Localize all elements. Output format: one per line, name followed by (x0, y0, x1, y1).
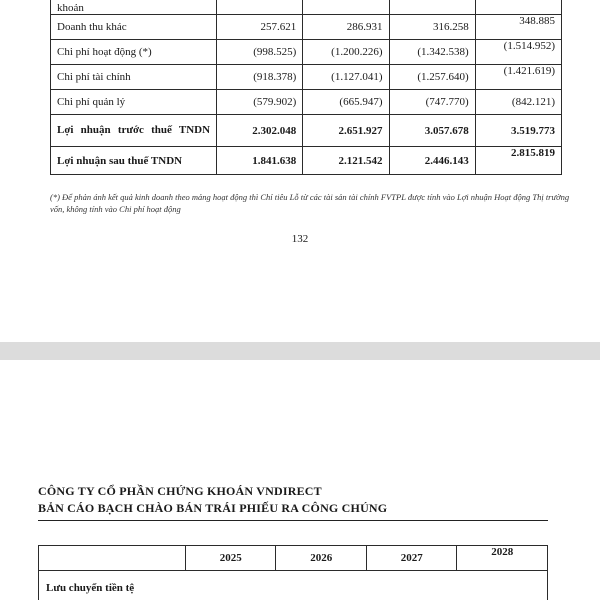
page-133 (0, 360, 600, 600)
cell-value: 3.057.678 (389, 115, 475, 147)
footnote: (*) Để phản ánh kết quả kinh doanh theo mảng hoạt động thì Chỉ tiêu Lỗ từ các tài sản tài chính FVTPL được tính vào Lợi nhuận Hoạt động Thị trường vốn, không tính vào Chi phí hoạt động (50, 192, 570, 214)
table-row (51, 147, 562, 175)
cell-value: (1.514.952) (475, 40, 561, 65)
cell-value: 348.885 (475, 15, 561, 40)
row-label: Chi phí hoạt động (*) (51, 40, 217, 65)
page-separator (0, 342, 600, 360)
year-header: 2025 (185, 546, 276, 571)
cell-value: (1.421.619) (475, 65, 561, 90)
document-title: BẢN CÁO BẠCH CHÀO BÁN TRÁI PHIẾU RA CÔNG CHÚNG (38, 501, 388, 515)
cell-value: 286.931 (303, 15, 389, 40)
cell-value: (918.378) (217, 65, 303, 90)
row-label: Chi phí tài chính (51, 65, 217, 90)
cell-value: 257.621 (217, 15, 303, 40)
cell-value: 2.651.927 (303, 115, 389, 147)
cell-value (475, 0, 561, 15)
cell-value (217, 0, 303, 15)
year-header: 2027 (366, 546, 457, 571)
table-row (51, 40, 562, 65)
cell-value: 2.302.048 (217, 115, 303, 147)
row-label-text: Lợi nhuận trước thuế TNDN (57, 124, 211, 136)
cell-value: (579.902) (217, 90, 303, 115)
cell-value: (842.121) (475, 90, 561, 115)
cell-value: (1.127.041) (303, 65, 389, 90)
table-row (51, 15, 562, 40)
cell-value: 3.519.773 (475, 115, 561, 147)
cashflow-section-label: Lưu chuyển tiền tệ (46, 582, 135, 594)
cell-value (389, 0, 475, 15)
cashflow-table (38, 545, 548, 571)
row-label: Chi phí quản lý (51, 90, 217, 115)
row-label: Doanh thu khác (51, 15, 217, 40)
table-header-row (39, 546, 548, 571)
cell-value: (998.525) (217, 40, 303, 65)
table-row (51, 115, 562, 147)
table-row (51, 90, 562, 115)
cell-value: (1.342.538) (389, 40, 475, 65)
cell-value: 1.841.638 (217, 147, 303, 175)
cell-value: (1.257.640) (389, 65, 475, 90)
cell-value: 2.815.819 (475, 147, 561, 175)
cell-value: 2.121.542 (303, 147, 389, 175)
cell-value: (1.200.226) (303, 40, 389, 65)
row-label: Lợi nhuận sau thuế TNDN (51, 147, 217, 175)
page-number: 132 (291, 233, 309, 245)
cell-value: (747.770) (389, 90, 475, 115)
header-divider (38, 520, 548, 521)
table-border-right (547, 570, 548, 600)
year-header: 2026 (276, 546, 367, 571)
cell-value: 316.258 (389, 15, 475, 40)
table-row (51, 0, 562, 15)
income-table (50, 0, 562, 175)
row-label: khoản (51, 0, 217, 15)
cell-value (303, 0, 389, 15)
company-name: CÔNG TY CỔ PHẦN CHỨNG KHOÁN VNDIRECT (38, 484, 322, 498)
cell-value: (665.947) (303, 90, 389, 115)
cell-value: 2.446.143 (389, 147, 475, 175)
year-header: 2028 (457, 546, 548, 571)
row-label (51, 115, 217, 147)
header-blank-cell (39, 546, 186, 571)
table-row (51, 65, 562, 90)
table-border-left (38, 570, 39, 600)
